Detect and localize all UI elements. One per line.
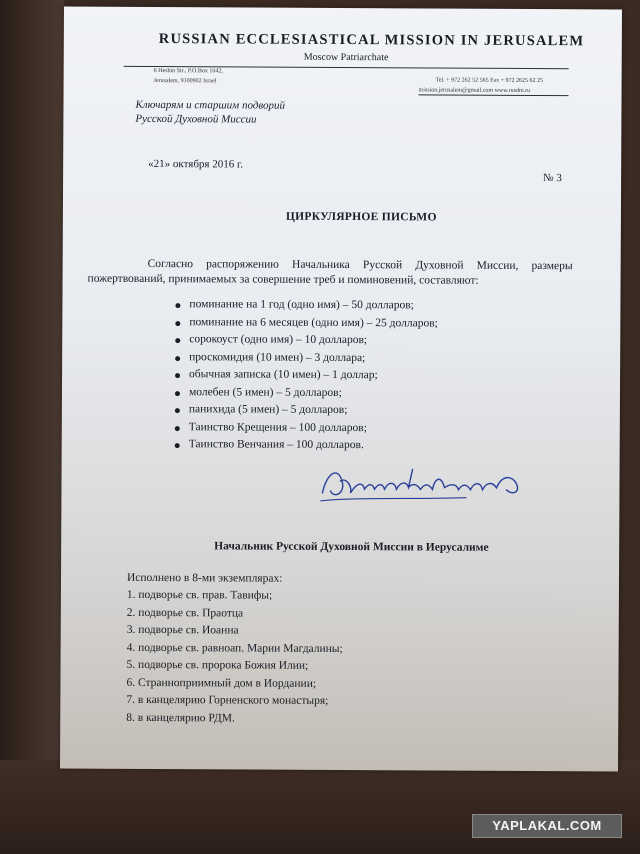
list-item: молебен (5 имен) – 5 долларов; (187, 386, 438, 405)
background-table (0, 760, 640, 854)
list-item: 1. подворье св. прав. Тавифы; (126, 588, 273, 602)
addressee-line-2: Русской Духовной Миссии (135, 112, 257, 126)
letter-sheet (60, 7, 622, 772)
list-item: поминание на 1 год (одно имя) – 50 долларов; (187, 298, 438, 317)
contact-underline (419, 94, 569, 96)
list-item: проскомидия (10 имен) – 3 доллара; (187, 351, 438, 370)
address-line-2: Jerusalem, 9100902 Israel (153, 78, 217, 85)
list-item: 3. подворье св. Иоанна (126, 623, 239, 637)
signature-image (316, 453, 536, 514)
fee-list (187, 298, 438, 457)
list-item: 6. Странноприимный дом в Иордании; (126, 676, 317, 690)
addressee (135, 98, 285, 127)
watermark-badge: YAPLAKAL.COM (472, 814, 622, 838)
list-item: панихида (5 имен) – 5 долларов; (187, 403, 438, 422)
intro-paragraph: Согласно распоряжению Начальника Русской Духовной Миссии, размеры пожертвований, принимаемых за совершение треб и поминовений, составляют: (87, 257, 573, 287)
list-item: Таинство Венчания – 100 долларов. (187, 438, 438, 457)
contact-line-1: Tel. + 972 262 52 565 Fax + 972 2625 62 25 (435, 77, 543, 85)
list-item: 5. подворье св. пророка Божия Илии; (126, 658, 309, 672)
background-left (0, 0, 64, 854)
executed-note: Исполнено в 8-ми экземплярах: (126, 571, 283, 585)
contact-line-2: mission.jerusalem@gmail.com www.rusdm.ru (418, 87, 531, 94)
address-line-1: 6 Hesbin Str., P.O.Box 1042, (153, 68, 223, 75)
document-title: ЦИРКУЛЯРНОЕ ПИСЬМО (285, 210, 437, 224)
letter-date: «21» октября 2016 г. (148, 157, 244, 171)
distribution-list (126, 589, 343, 730)
list-item: обычная записка (10 имен) – 1 доллар; (187, 368, 438, 387)
list-item: Таинство Крещения – 100 долларов; (187, 421, 438, 440)
list-item: 2. подворье св. Праотца (126, 606, 244, 619)
addressee-line-1: Ключарям и старшим подворий (135, 98, 286, 112)
signatory-title: Начальник Русской Духовной Миссии в Иерусалиме (214, 540, 489, 554)
list-item: сорокоуст (одно имя) – 10 долларов; (187, 333, 438, 352)
list-item: 7. в канцелярию Горненского монастыря; (126, 693, 329, 707)
list-item: поминание на 6 месяцев (одно имя) – 25 долларов; (187, 316, 438, 335)
list-item: 4. подворье св. равноап. Марии Магдалины; (126, 641, 343, 655)
letterhead-subtitle: Moscow Patriarchate (303, 51, 389, 64)
letterhead-title: RUSSIAN ECCLESIASTICAL MISSION IN JERUSALEM (158, 31, 585, 50)
letter-number: № 3 (543, 172, 562, 185)
list-item: 8. в канцелярию РДМ. (126, 711, 235, 724)
